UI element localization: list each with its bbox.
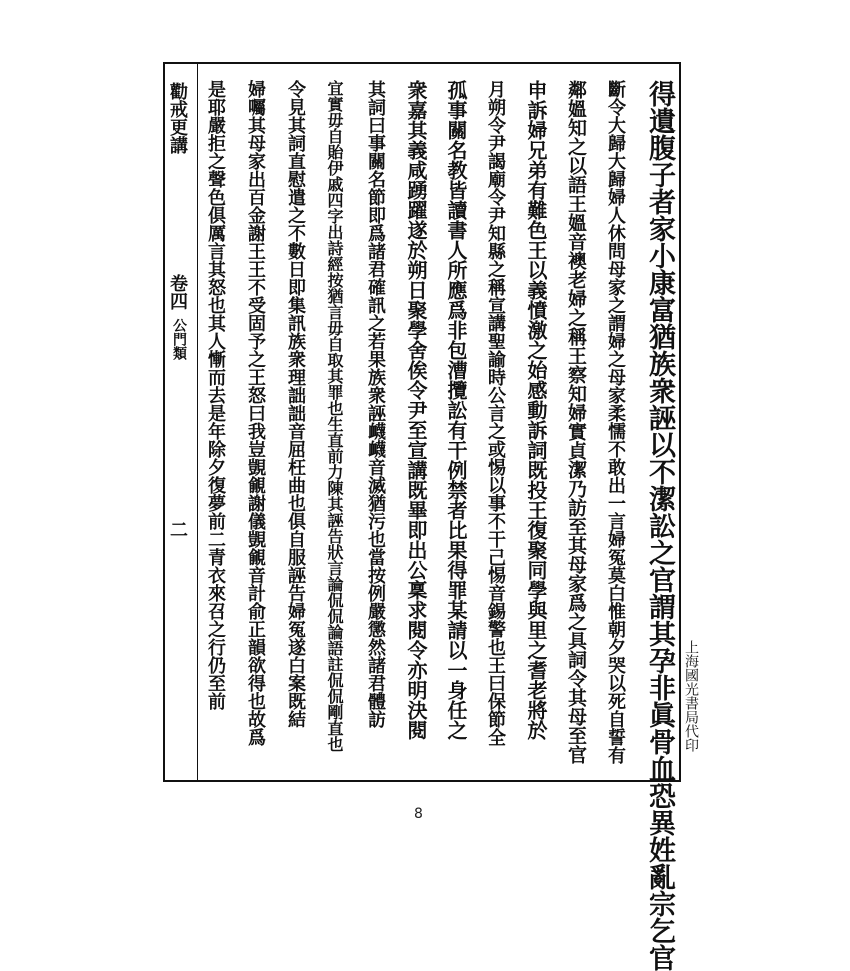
text-column-1: 得遺腹子者家小康富猶族衆誣以不潔訟之官謂其孕非眞骨血恐異姓亂宗乞官 [644, 80, 675, 971]
text-column-6: 孤事關名教皆讀書人所應爲非包漕攬訟有干例禁者比果得罪某請以一身任之 [444, 80, 468, 740]
frame-bottom-rule [163, 780, 681, 782]
text-column-8: 其詞曰事關名節即爲諸君確訊之若果族衆誣衊衊音滅猶污也當按例嚴懲然諸君體訪 [365, 80, 386, 728]
book-title: 勸戒更講 [167, 82, 188, 154]
text-column-2: 斷令大歸大歸婦人休問母家之謂婦之母家柔懦不敢出一言婦冤莫白惟朝夕哭以死自誓有 [605, 80, 626, 764]
page-number: 8 [414, 806, 423, 822]
frame-left-rule [163, 62, 165, 782]
text-column-11: 婦囑其母家出百金謝王王不受固予之王怒曰我豈覬覦謝儀覬覦音計俞正韻欲得也故爲 [245, 80, 266, 746]
text-column-9: 宜實毋自貽伊戚四字出詩經按猶言毋自取其罪也生直前力陳其誣告狀言論侃侃論語註侃侃剛直也 [325, 80, 344, 752]
text-column-10: 令見其詞直慰遣之不數日即集訊族衆理詘詘音屈枉曲也俱自服誣告婦冤遂白案既結 [285, 80, 306, 728]
text-column-3: 鄰媼知之以語王媼音襖老婦之稱王察知婦實貞潔乃訪至其母家爲之具詞令其母至官 [565, 80, 587, 764]
category-label: 公門類 [171, 318, 187, 360]
publisher-imprint: 上海國光書局代印 [683, 640, 699, 752]
text-column-5: 月朔令尹謁廟令尹知縣之稱宣講聖諭時公言之或惕以事不干己惕音錫警也王曰保節全 [485, 80, 506, 746]
leaf-number: 二 [167, 520, 188, 538]
margin-divider-rule [197, 62, 198, 782]
frame-right-rule [679, 62, 681, 782]
text-column-4: 申訴婦兄弟有難色王以義憤激之始感動訴詞既投王復聚同學與里之耆老將於 [524, 80, 548, 740]
text-column-12: 是耶嚴拒之聲色俱厲言其怒也其人慚而去是年除夕復夢前二青衣來召之行仍至前 [205, 80, 226, 710]
text-column-7: 衆嘉其義咸踴躍遂於朔日聚學舍俟令尹至宣講既畢即出公稟求閱令亦明決閱 [404, 80, 428, 740]
volume-label: 卷四 [167, 274, 188, 310]
frame-top-rule [163, 62, 681, 64]
